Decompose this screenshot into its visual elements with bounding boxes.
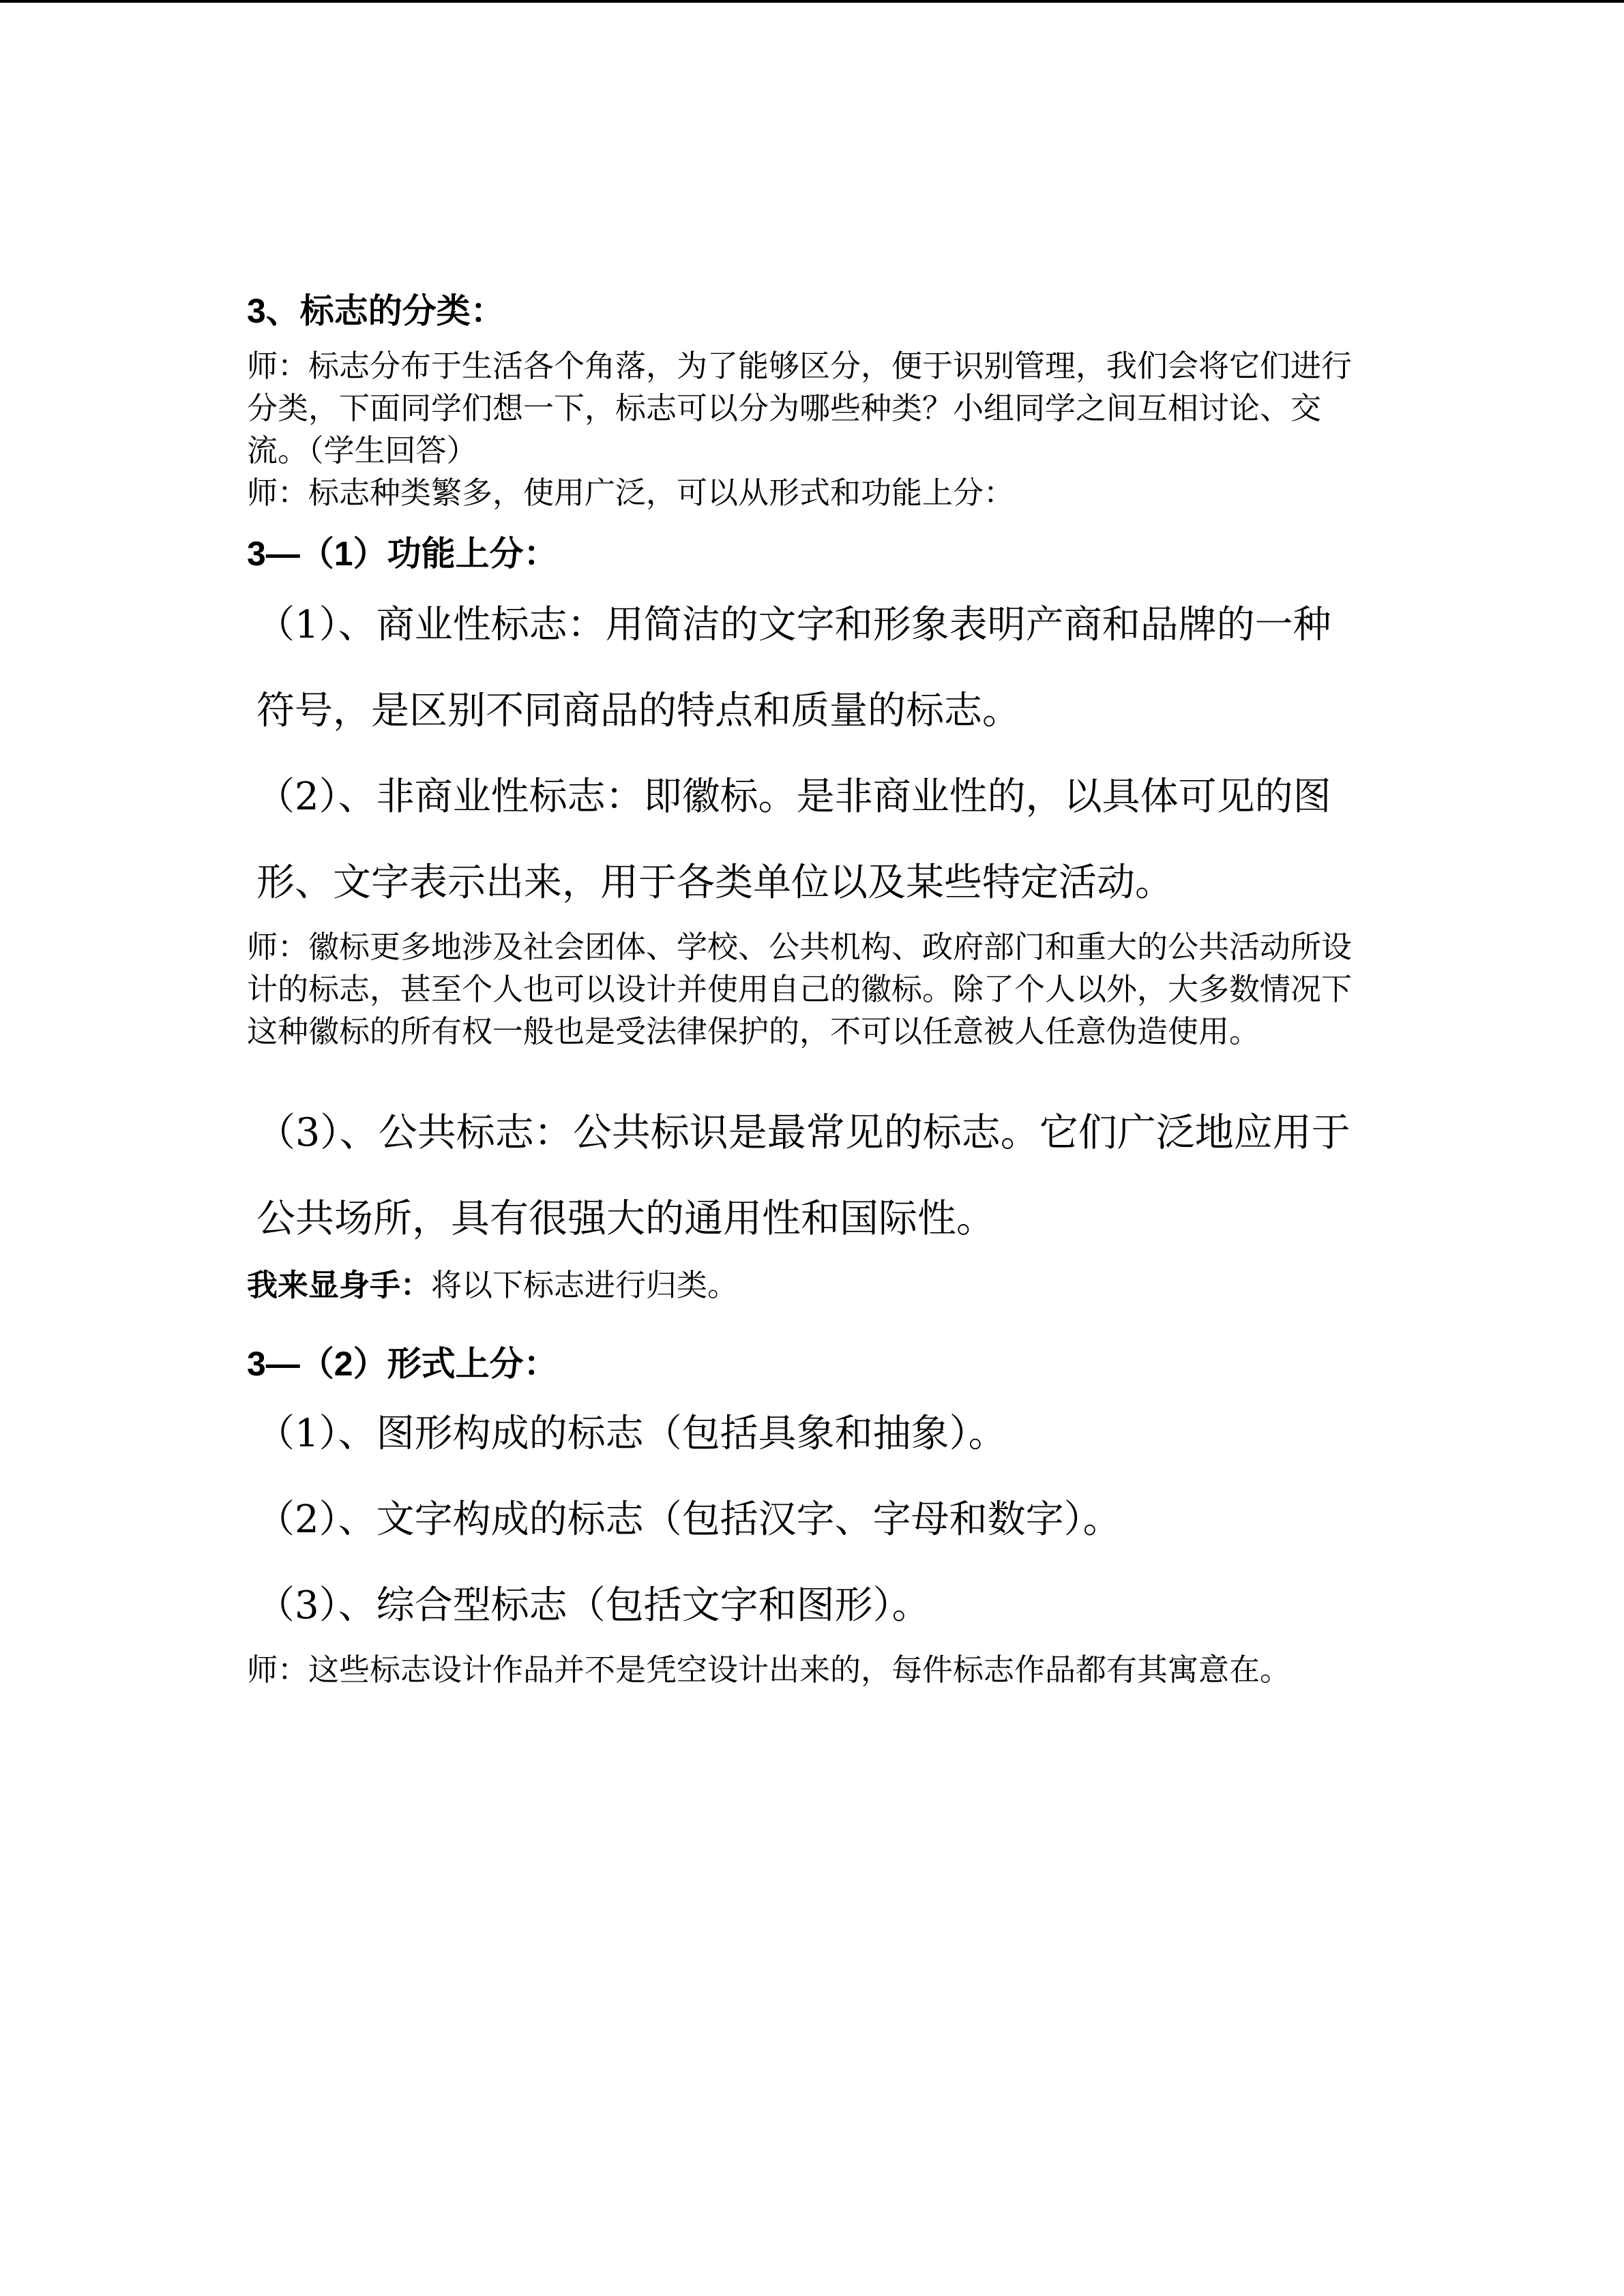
non-commercial-logo-item: （2）、非商业性标志：即徽标。是非商业性的，以具体可见的图形、文字表示出来，用于各类单位以及某些特定活动。	[256, 775, 1331, 905]
section-3-intro-paragraph-2: 师：标志种类繁多，使用广泛，可以从形式和功能上分：	[247, 475, 1015, 511]
commercial-logo-item: （1）、商业性标志：用简洁的文字和形象表明产商和品牌的一种符号，是区别不同商品的特点和质量的标志。	[256, 603, 1331, 733]
document-page	[247, 286, 1365, 1691]
exercise-text: 将以下标志进行归类。	[431, 1267, 739, 1303]
function-section-title: 3—（1）功能上分：	[247, 535, 558, 573]
form-item-text: （2）、文字构成的标志（包括汉字、字母和数字）。	[256, 1497, 1121, 1542]
exercise-prompt	[247, 1264, 1365, 1307]
section-3-title: 3、标志的分类：	[247, 292, 505, 330]
section-3-intro-paragraph: 师：标志分布于生活各个角落，为了能够区分，便于识别管理，我们会将它们进行分类，下面同学们想一下，标志可以分为哪些种类？小组同学之间互相讨论、交流。（学生回答）	[247, 348, 1353, 468]
form-item-graphic: （1）、图形构成的标志（包括具象和抽象）。	[256, 1412, 1007, 1456]
form-item-combined: （3）、综合型标志（包括文字和图形）。	[256, 1583, 930, 1628]
page-top-border	[0, 0, 1624, 3]
emblem-teacher-note: 师：徽标更多地涉及社会团体、学校、公共机构、政府部门和重大的公共活动所设计的标志，甚至个人也可以设计并使用自己的徽标。除了个人以外，大多数情况下这种徽标的所有权一般也是受法律保护的，不可以任意被人任意伪造使用。	[247, 929, 1353, 1049]
closing-teacher-note: 师：这些标志设计作品并不是凭空设计出来的，每件标志作品都有其寓意在。	[247, 1652, 1291, 1688]
public-sign-item: （3）、公共标志：公共标识是最常见的标志。它们广泛地应用于公共场所，具有很强大的通用性和国际性。	[256, 1110, 1350, 1241]
exercise-label: 我来显身手：	[247, 1268, 432, 1302]
form-section-title: 3—（2）形式上分：	[247, 1345, 558, 1383]
